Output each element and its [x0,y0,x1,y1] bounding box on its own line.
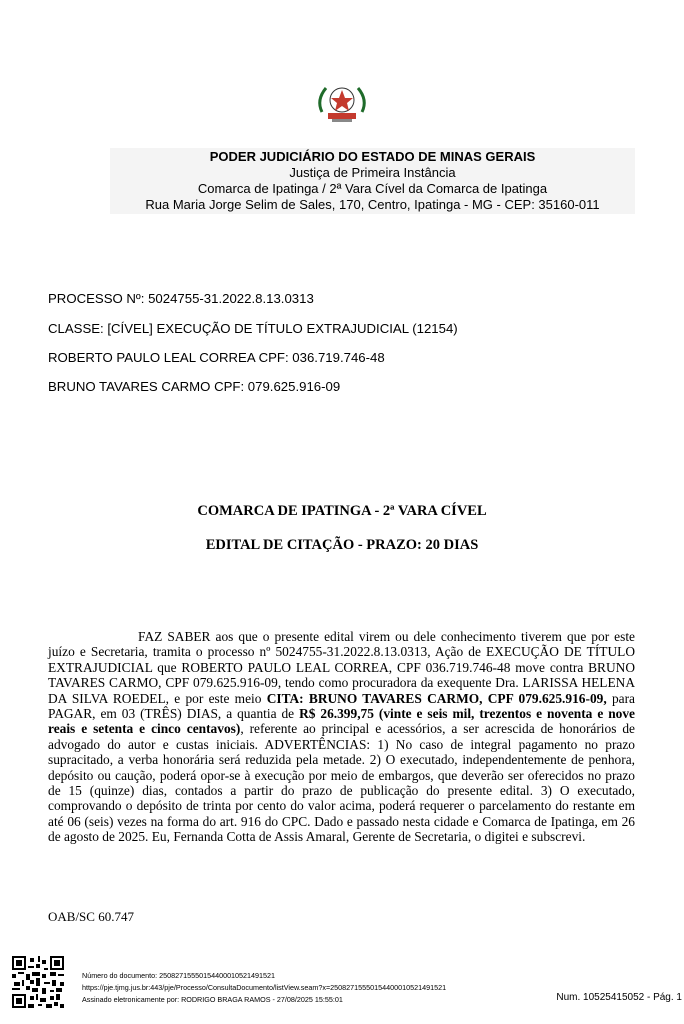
qr-code-icon[interactable] [12,956,64,1008]
footer-signature: Assinado eletronicamente por: RODRIGO BRAGA RAMOS - 27/08/2025 15:55:01 [82,995,343,1004]
header-instance: Justiça de Primeira Instância [289,165,456,180]
court-title: COMARCA DE IPATINGA - 2ª VARA CÍVEL [197,503,487,519]
oab-number: OAB/SC 60.747 [48,909,134,924]
processo-number: PROCESSO Nº: 5024755-31.2022.8.13.0313 [48,291,314,306]
body-bold-amount: R$ 26.399,75 (vinte e seis mil, trezentos e noventa e nove reais e setenta e cinco centavos) [48,706,635,737]
body-bold-cita: CITA: BRUNO TAVARES CARMO, CPF 079.625.916-09, [266,690,607,706]
page-number: Num. 10525415052 - Pág. 1 [556,992,682,1003]
body-text-part: para PAGAR, em 03 (TRÊS) DIAS, a quantia de [48,690,635,722]
classe-field: CLASSE: [CÍVEL] EXECUÇÃO DE TÍTULO EXTRAJUDICIAL (12154) [48,321,458,336]
edital-title: EDITAL DE CITAÇÃO - PRAZO: 20 DIAS [205,537,479,553]
header-title: PODER JUDICIÁRIO DO ESTADO DE MINAS GERAIS [209,149,536,164]
executado-field: BRUNO TAVARES CARMO CPF: 079.625.916-09 [48,379,341,394]
body-text-part: , referente ao principal e acessórios, a ser acrescida de honorários de advogado do autor e custas iniciais. ADVERTÊNCIAS: 1) No caso de integral pagamento no prazo supracitado, a verba honorária será reduzida pela metade. 2) O executado, independentemente de penhora, depósito ou caução, poderá opor-se à execução por meio de embargos, que deverão ser oferecidos no prazo de 15 (quinze) dias, contados a partir do prazo de publicação do presente edital. 3) O executado, comprovando o depósito de trinta por cento do valor acima, poderá requerer o parcelamento do restante em até 06 (seis) vezes na forma do art. 916 do CPC. Dado e passado nesta cidade e Comarca de Ipatinga, em 26 de agosto de 2025. Eu, Fernanda Cotta de Assis Amaral, Gerente de Secretaria, o digitei e subscrevi. [48,721,636,845]
header-address: Rua Maria Jorge Selim de Sales, 170, Centro, Ipatinga - MG - CEP: 35160-011 [145,197,600,212]
footer-url[interactable]: https://pje.tjmg.jus.br:443/pje/Processo/ConsultaDocumento/listView.seam?x=25082715550154400010521491521 [82,983,447,992]
body-text-part: FAZ SABER aos que o presente edital virem ou dele conhecimento tiverem que por este juízo e Secretaria, tramita o processo nº 5024755-31.2022.8.13.0313, Ação de EXECUÇÃO DE TÍTULO EXTRAJUDICIAL que ROBERTO PAULO LEAL CORREA, CPF 036.719.746-48 move contra BRUNO TAVARES CARMO, CPF 079.625.916-09, tendo como procuradora da exequente Dra. LARISSA HELENA DA SILVA ROEDEL, e por este meio [48,629,635,706]
exequente-field: ROBERTO PAULO LEAL CORREA CPF: 036.719.746-48 [48,350,385,365]
edital-body [48,629,635,845]
footer-doc-number: Número do documento: 25082715550154400010521491521 [82,971,276,980]
header-comarca: Comarca de Ipatinga / 2ª Vara Cível da Comarca de Ipatinga [197,181,548,196]
coat-of-arms-logo [312,82,372,126]
